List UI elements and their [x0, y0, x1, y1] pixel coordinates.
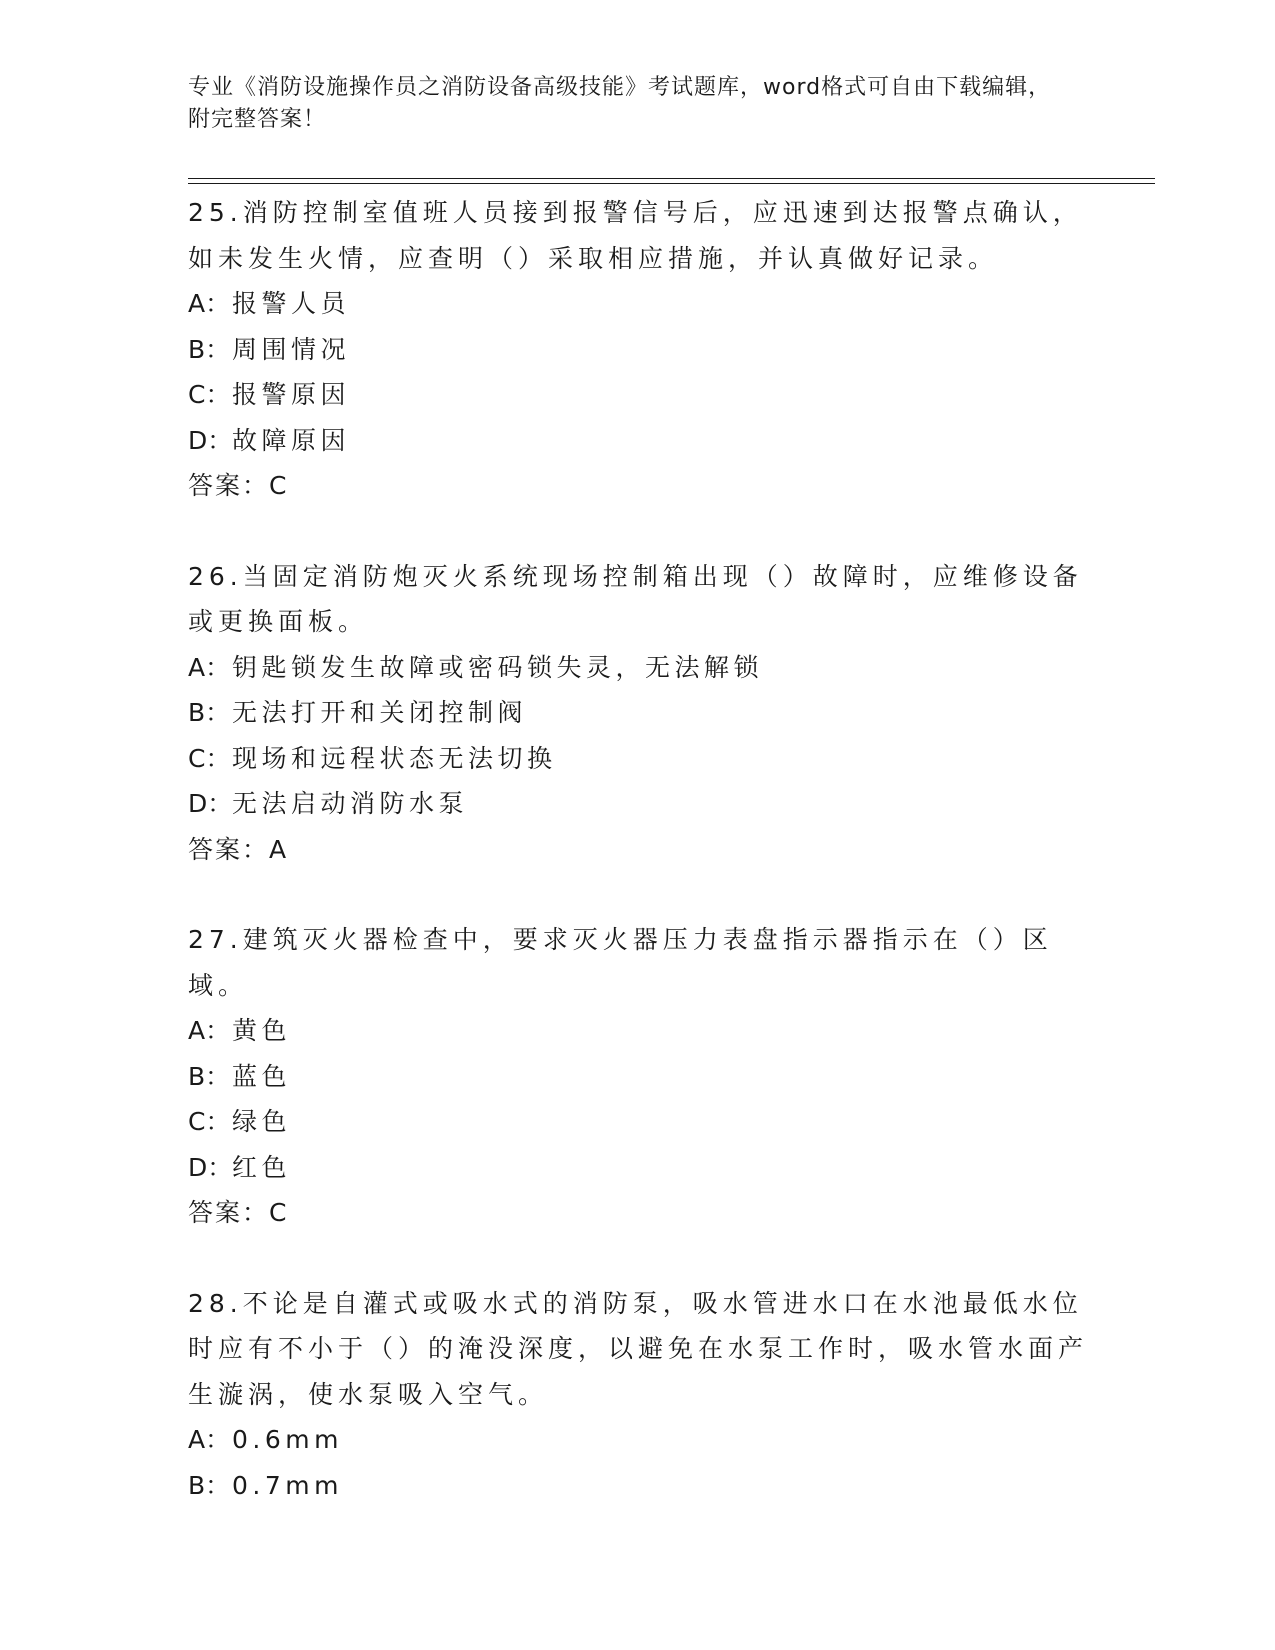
option-key: C：	[188, 380, 231, 409]
option-key: D：	[188, 425, 233, 455]
question-26	[188, 554, 1088, 873]
option-b	[188, 1054, 1088, 1100]
question-text: 27.建筑灭火器检查中，要求灭火器压力表盘指示器指示在（）区域。	[188, 925, 1053, 1000]
option-a	[188, 281, 1088, 327]
header-divider-bottom	[188, 183, 1155, 184]
option-a	[188, 1417, 1088, 1463]
option-text: 报警人员	[232, 289, 351, 318]
option-key: B：	[188, 1061, 231, 1091]
option-text: 无法打开和关闭控制阀	[232, 698, 528, 727]
question-text: 28.不论是自灌式或吸水式的消防泵，吸水管进水口在水池最低水位时应有不小于（）的淹没深度，以避免在水泵工作时，吸水管水面产生漩涡，使水泵吸入空气。	[188, 1288, 1089, 1409]
question-text: 25.消防控制室值班人员接到报警信号后，应迅速到达报警点确认，如未发生火情，应查明（）采取相应措施，并认真做好记录。	[188, 198, 1083, 273]
option-key: D：	[188, 789, 233, 818]
option-c	[188, 736, 1088, 782]
header-divider-top	[188, 178, 1155, 179]
option-key: C：	[188, 743, 231, 773]
option-d	[188, 1145, 1088, 1191]
option-b	[188, 327, 1088, 373]
option-text: 黄色	[232, 1016, 292, 1045]
question-28	[188, 1281, 1088, 1509]
option-a	[188, 645, 1088, 691]
option-key: A：	[188, 289, 231, 318]
option-key: B：	[188, 698, 231, 727]
question-list	[188, 190, 1088, 1508]
answer-line: 答案：A	[188, 834, 289, 864]
answer-line: 答案：C	[188, 1198, 289, 1227]
question-text: 26.当固定消防炮灭火系统现场控制箱出现（）故障时，应维修设备或更换面板。	[188, 561, 1083, 636]
option-text: 现场和远程状态无法切换	[232, 743, 557, 773]
option-text: 红色	[232, 1152, 292, 1182]
option-text: 绿色	[232, 1107, 292, 1136]
question-spacer	[188, 1236, 1088, 1281]
option-text: 0.7mm	[232, 1470, 343, 1500]
option-b	[188, 690, 1088, 736]
option-c	[188, 1099, 1088, 1145]
option-text: 无法启动消防水泵	[232, 789, 469, 818]
option-key: D：	[188, 1152, 233, 1182]
option-c	[188, 372, 1088, 418]
option-d	[188, 418, 1088, 464]
answer-line: 答案：C	[188, 471, 289, 500]
option-text: 0.6mm	[232, 1425, 343, 1454]
option-b	[188, 1463, 1088, 1509]
question-25	[188, 190, 1088, 509]
option-key: A：	[188, 652, 231, 682]
option-text: 周围情况	[232, 334, 351, 364]
question-spacer	[188, 509, 1088, 554]
option-key: B：	[188, 1470, 231, 1500]
option-text: 报警原因	[232, 380, 351, 409]
option-key: A：	[188, 1425, 231, 1454]
question-27	[188, 917, 1088, 1236]
option-key: C：	[188, 1107, 231, 1136]
question-spacer	[188, 872, 1088, 917]
option-d	[188, 781, 1088, 827]
option-text: 蓝色	[232, 1061, 292, 1091]
option-a	[188, 1008, 1088, 1054]
document-header: 专业《消防设施操作员之消防设备高级技能》考试题库，word格式可自由下载编辑，附完整答案！	[188, 75, 1052, 132]
option-key: A：	[188, 1016, 231, 1045]
option-text: 钥匙锁发生故障或密码锁失灵，无法解锁	[232, 652, 764, 682]
option-key: B：	[188, 334, 231, 364]
option-text: 故障原因	[232, 425, 351, 455]
